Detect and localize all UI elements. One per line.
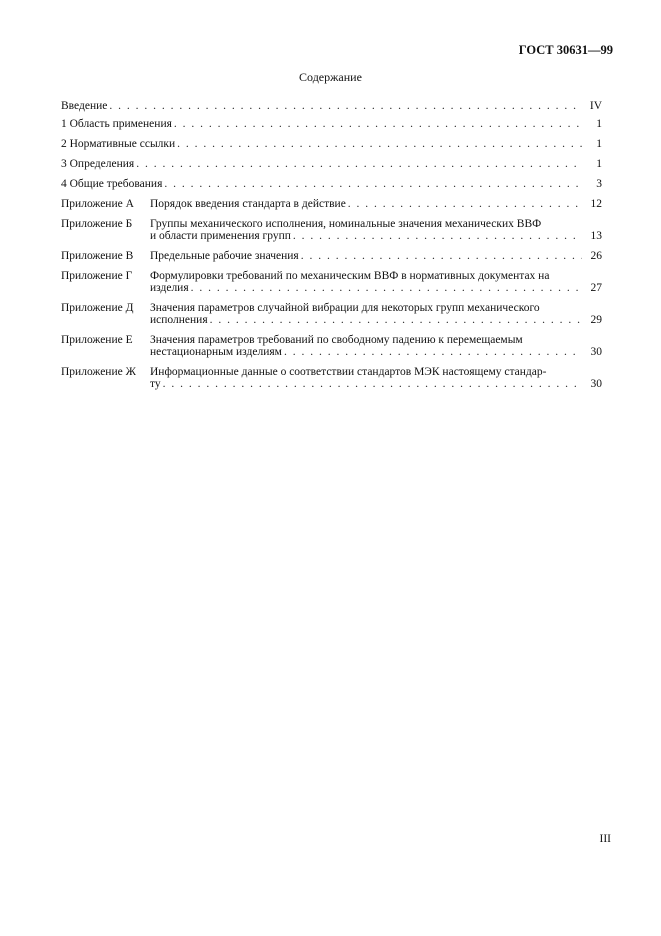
toc-entry-page: 1	[596, 158, 602, 170]
appendix-label: Приложение А	[61, 198, 134, 210]
dot-leader	[177, 138, 582, 150]
appendix-title: Порядок введения стандарта в действие	[150, 198, 346, 210]
appendix-label: Приложение Г	[61, 270, 133, 282]
standard-code: ГОСТ 30631—99	[518, 43, 613, 57]
appendix-label: Приложение Ж	[61, 366, 136, 378]
appendix-label: Приложение В	[61, 250, 134, 262]
toc-entry-text: Нормативные ссылки	[69, 138, 176, 150]
toc-entry-page: IV	[589, 100, 602, 112]
appendix-label: Приложение Д	[61, 302, 134, 314]
toc-title: Содержание	[299, 70, 362, 84]
toc-entry-page: 29	[590, 314, 602, 326]
toc-entry-page: 26	[590, 250, 602, 262]
appendix-title-line-2: исполнения	[150, 314, 208, 326]
appendix-title-line-1: Значения параметров случайной вибрации для некоторых групп механического	[150, 302, 540, 314]
toc-entry-appendix-e[interactable]	[61, 334, 602, 358]
toc-entry-section-2[interactable]	[61, 138, 602, 150]
dot-leader	[163, 378, 582, 390]
toc-entry-number: 1	[61, 118, 67, 130]
toc-entry-number: 4	[61, 178, 67, 190]
toc-entry-number: 2	[61, 138, 67, 150]
dot-leader	[301, 250, 582, 262]
appendix-title-line-2: ту	[150, 378, 161, 390]
toc-entry-section-3[interactable]	[61, 158, 602, 170]
page-number: III	[599, 833, 611, 845]
appendix-label: Приложение Б	[61, 218, 133, 230]
dot-leader	[174, 118, 582, 130]
toc-entry-appendix-b[interactable]	[61, 218, 602, 242]
toc-entry-number: 3	[61, 158, 67, 170]
toc-entry-text: Область применения	[69, 118, 172, 130]
toc-entry-page: 30	[590, 346, 602, 358]
toc-entry-appendix-d[interactable]	[61, 302, 602, 326]
toc-entry-page: 1	[596, 118, 602, 130]
toc-entry-page: 13	[590, 230, 602, 242]
toc-entry-text: Общие требования	[69, 178, 163, 190]
toc-entry-text: Определения	[69, 158, 135, 170]
toc-entry-appendix-a[interactable]	[61, 198, 602, 210]
dot-leader	[348, 198, 582, 210]
toc-entry-appendix-zh[interactable]	[61, 366, 602, 390]
toc-entry-page: 1	[596, 138, 602, 150]
toc-entry-text: Введение	[61, 100, 108, 112]
appendix-title-line-1: Формулировки требований по механическим ВВФ в нормативных документах на	[150, 270, 550, 282]
appendix-title: Предельные рабочие значения	[150, 250, 299, 262]
appendix-title-line-1: Значения параметров требований по свободному падению к перемещаемым	[150, 334, 523, 346]
toc-entry-section-1[interactable]	[61, 118, 602, 130]
appendix-label: Приложение Е	[61, 334, 133, 346]
appendix-title-line-2: нестационарным изделиям	[150, 346, 282, 358]
dot-leader	[191, 282, 582, 294]
toc-entry-page: 27	[590, 282, 602, 294]
dot-leader	[109, 100, 582, 112]
appendix-title-line-1: Группы механического исполнения, номинальные значения механических ВВФ	[150, 218, 542, 230]
toc-entry-page: 3	[596, 178, 602, 190]
dot-leader	[136, 158, 582, 170]
dot-leader	[284, 346, 582, 358]
appendix-title-line-2: изделия	[150, 282, 189, 294]
dot-leader	[293, 230, 582, 242]
toc-entry-page: 12	[590, 198, 602, 210]
toc-entry-appendix-v[interactable]	[61, 250, 602, 262]
toc-entry-appendix-g[interactable]	[61, 270, 602, 294]
dot-leader	[164, 178, 582, 190]
appendix-title-line-2: и области применения групп	[150, 230, 291, 242]
table-of-contents	[61, 100, 602, 398]
toc-entry-page: 30	[590, 378, 602, 390]
toc-entry-section-4[interactable]	[61, 178, 602, 190]
appendix-title-line-1: Информационные данные о соответствии стандартов МЭК настоящему стандар-	[150, 366, 547, 378]
toc-entry-intro[interactable]	[61, 100, 602, 112]
dot-leader	[210, 314, 582, 326]
